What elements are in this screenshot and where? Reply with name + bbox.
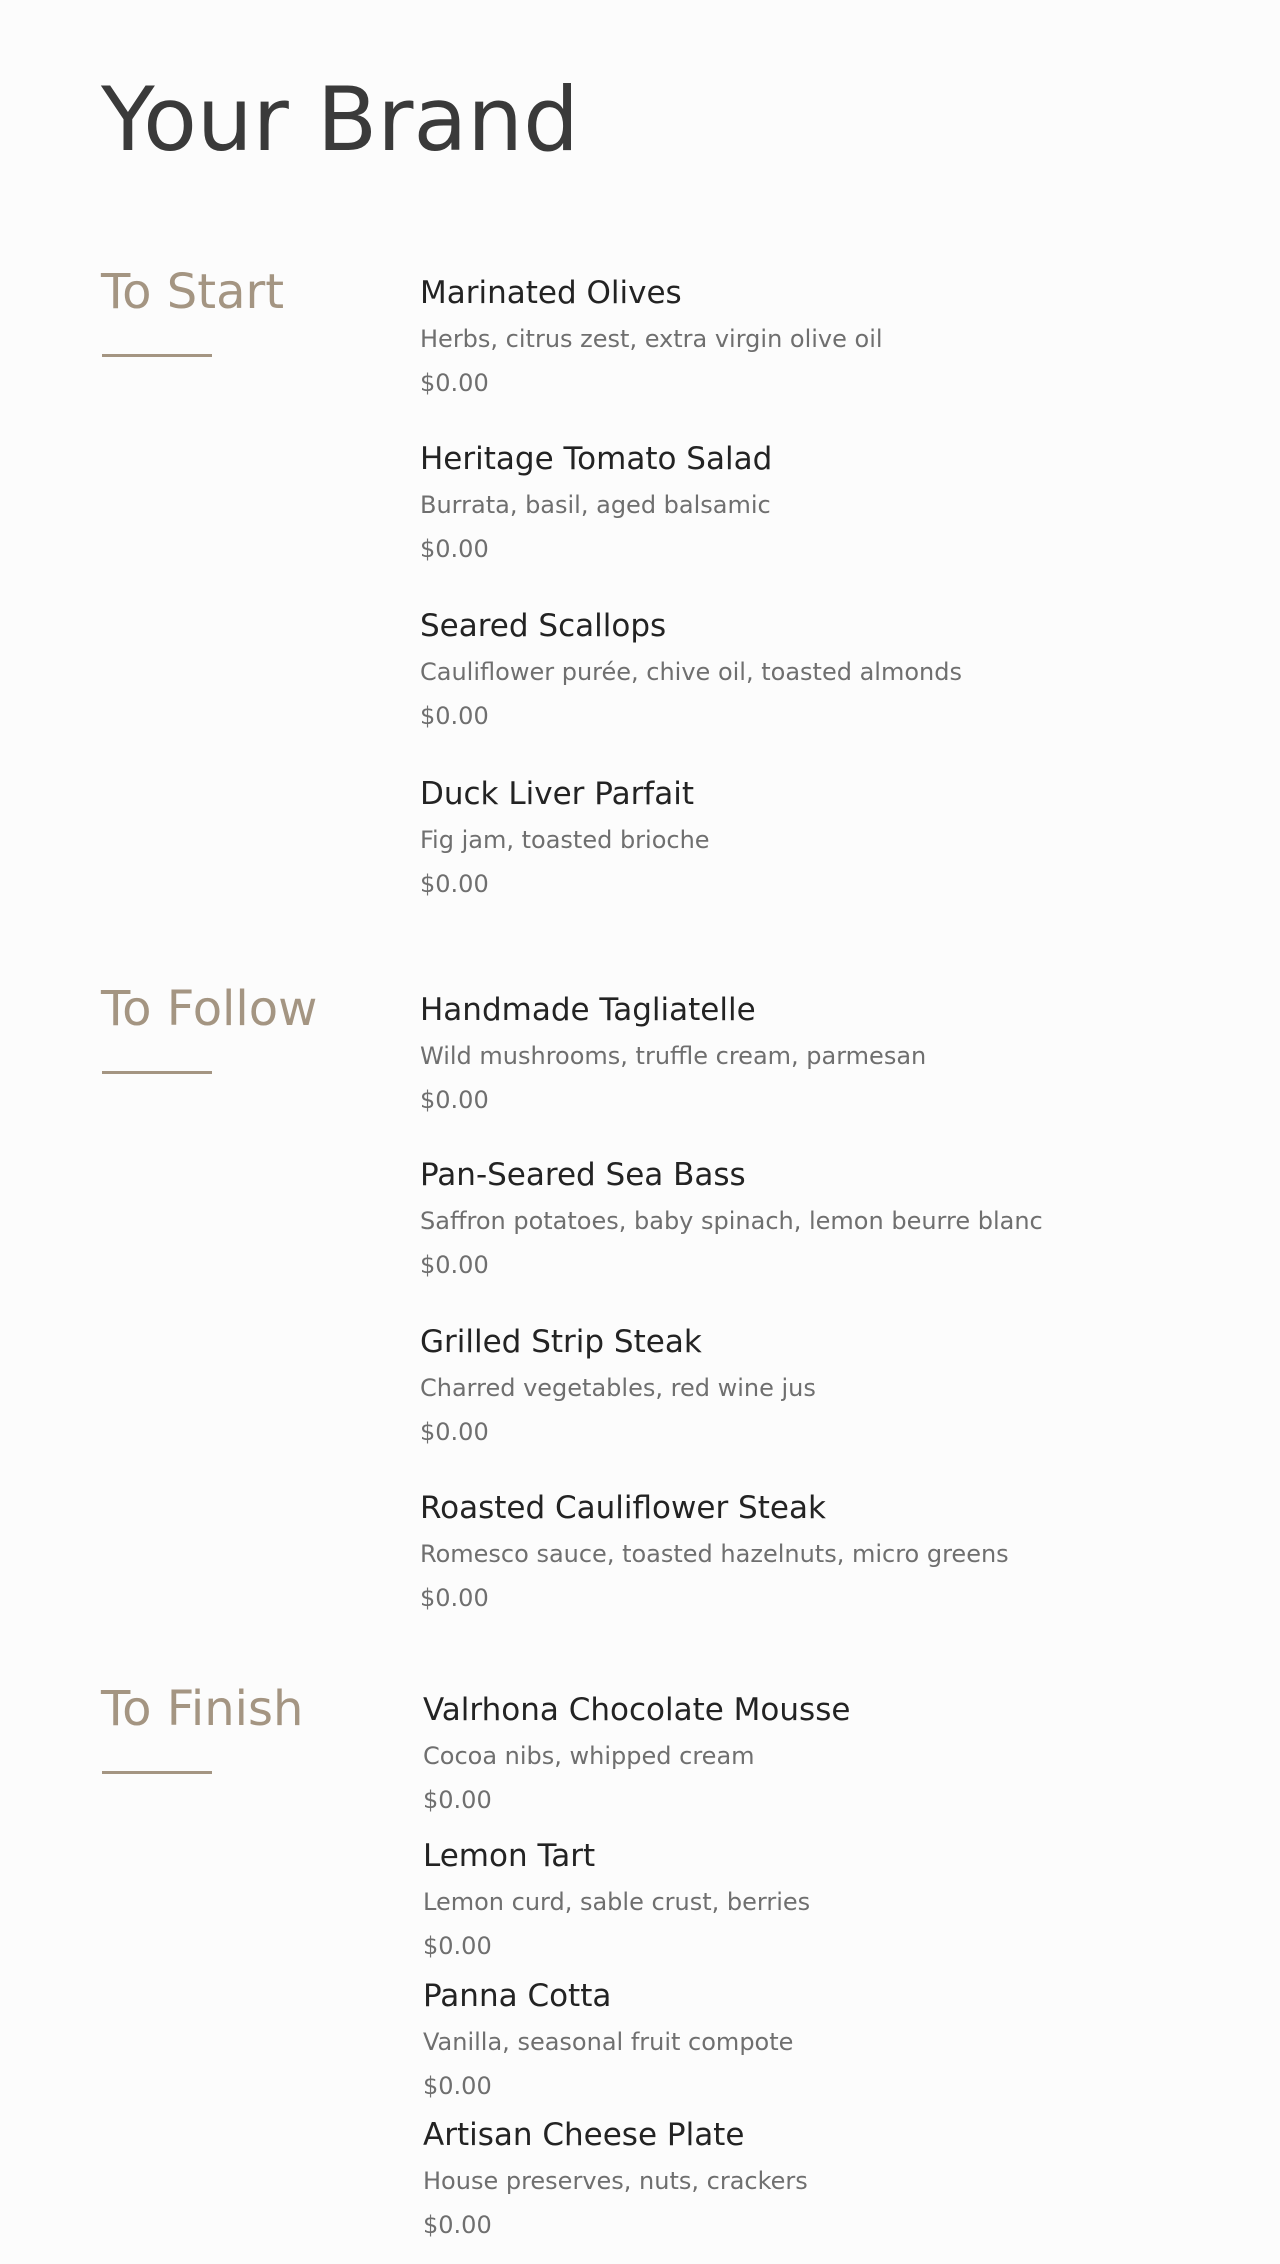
item-name: Pan-Seared Sea Bass [420,1157,746,1193]
item-description: Wild mushrooms, truffle cream, parmesan [420,1042,927,1070]
item-description: Cocoa nibs, whipped cream [423,1742,755,1770]
item-name: Artisan Cheese Plate [423,2117,745,2153]
item-price: $0.00 [423,2211,492,2239]
section-heading [101,981,318,1037]
section-divider [102,354,212,357]
section-divider [102,1071,212,1074]
menu-item [420,441,1240,563]
item-price: $0.00 [420,369,489,397]
item-price: $0.00 [420,1584,489,1612]
section-heading [101,1681,304,1737]
item-description: Vanilla, seasonal fruit compote [423,2028,794,2056]
item-name: Roasted Cauliflower Steak [420,1490,826,1526]
menu-item [420,1157,1240,1279]
menu-item [423,1838,1243,1960]
section-title: To Finish [101,1681,304,1737]
section-divider [102,1771,212,1774]
menu-item [423,2117,1243,2239]
menu-item [420,275,1240,397]
item-description: Lemon curd, sable crust, berries [423,1888,811,1916]
item-price: $0.00 [420,1086,489,1114]
item-name: Seared Scallops [420,608,667,644]
menu-item [420,1324,1240,1446]
item-description: Fig jam, toasted brioche [420,826,710,854]
section-title: To Follow [101,981,318,1037]
item-description: Charred vegetables, red wine jus [420,1374,816,1402]
menu-item [420,776,1240,898]
section-heading [101,264,285,320]
menu-item [420,992,1240,1114]
item-name: Marinated Olives [420,275,682,311]
item-description: Herbs, citrus zest, extra virgin olive oil [420,325,883,353]
item-price: $0.00 [420,702,489,730]
item-name: Panna Cotta [423,1978,612,2014]
item-price: $0.00 [420,1251,489,1279]
item-price: $0.00 [423,1786,492,1814]
item-name: Handmade Tagliatelle [420,992,756,1028]
item-name: Duck Liver Parfait [420,776,694,812]
item-description: Saffron potatoes, baby spinach, lemon beurre blanc [420,1207,1043,1235]
item-description: Romesco sauce, toasted hazelnuts, micro greens [420,1540,1009,1568]
item-name: Valrhona Chocolate Mousse [423,1692,851,1728]
item-price: $0.00 [423,1932,492,1960]
section-title: To Start [101,264,285,320]
menu-item [420,1490,1240,1612]
menu-item [423,1978,1243,2100]
brand-title: Your Brand [101,68,579,171]
item-description: House preserves, nuts, crackers [423,2167,808,2195]
item-price: $0.00 [420,870,489,898]
item-price: $0.00 [423,2072,492,2100]
item-price: $0.00 [420,1418,489,1446]
item-name: Lemon Tart [423,1838,596,1874]
item-price: $0.00 [420,535,489,563]
item-name: Grilled Strip Steak [420,1324,702,1360]
item-description: Cauliflower purée, chive oil, toasted almonds [420,658,962,686]
menu-item [420,608,1240,730]
menu-item [423,1692,1243,1814]
item-name: Heritage Tomato Salad [420,441,773,477]
item-description: Burrata, basil, aged balsamic [420,491,771,519]
